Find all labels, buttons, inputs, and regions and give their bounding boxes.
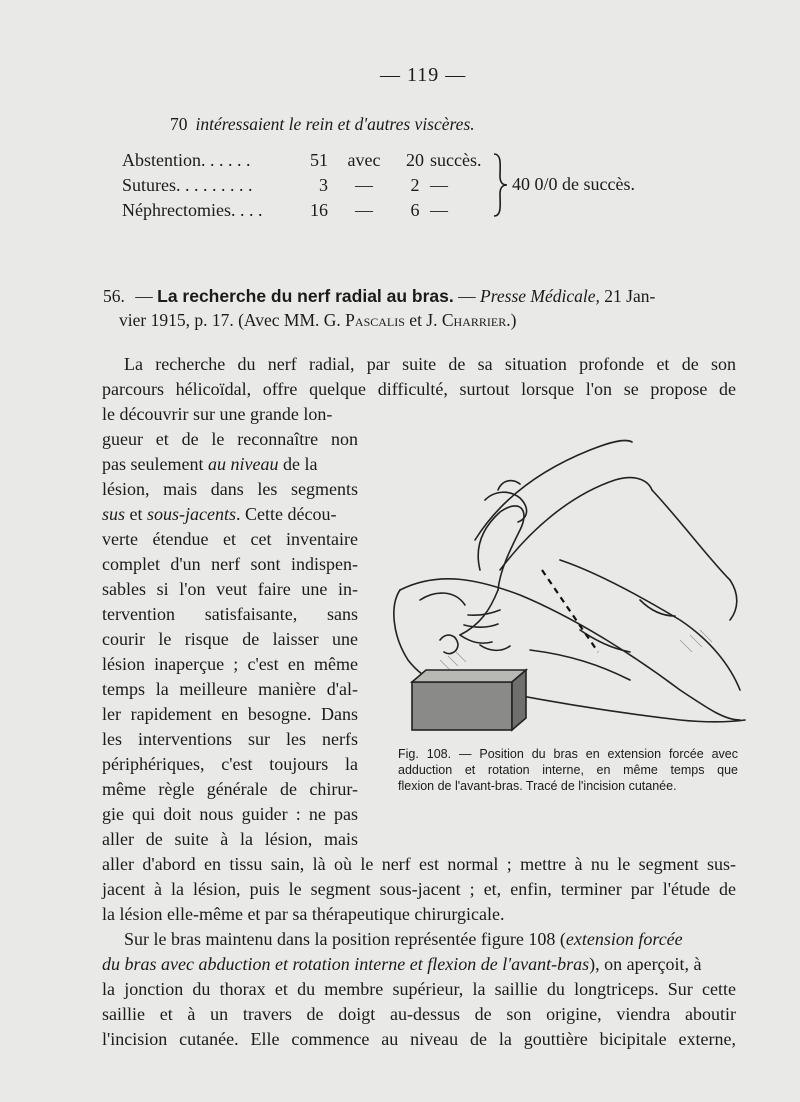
paragraph-line: aller d'abord en tissu sain, là où le nerf est normal ; mettre à nu le segment sus- <box>102 854 736 874</box>
row-count: 3 <box>319 175 328 195</box>
italic-segment: sus <box>102 504 126 524</box>
intro-text: intéressaient le rein et d'autres viscères. <box>195 114 475 134</box>
statistics-table <box>122 148 490 223</box>
paragraph-line: sables si l'on veut faire une in- <box>102 579 358 599</box>
row-tail: — <box>430 175 448 195</box>
paragraph-line: ler rapidement en besogne. Dans <box>102 704 358 724</box>
paragraph-line: aller de suite à la lésion, mais <box>102 829 358 849</box>
paragraph-line <box>124 927 736 952</box>
reference-end: .) <box>506 310 517 330</box>
row-success-count: 20 <box>406 150 424 170</box>
paragraph-line: parcours hélicoïdal, offre quelque difficulté, surtout lorsque l'on se propose de <box>102 379 736 399</box>
row-separator: avec <box>347 150 381 170</box>
paragraph-line: lésion, mais dans les segments <box>102 479 358 499</box>
text-segment: pas seulement <box>102 454 208 474</box>
paragraph-line: saillie et à un travers de doigt au-dessus de son origine, viendra aboutir <box>102 1004 736 1024</box>
table-row <box>122 198 490 223</box>
row-count: 16 <box>310 200 328 220</box>
brace-icon <box>490 152 510 218</box>
page-number: — 119 — <box>380 64 467 86</box>
text-segment: de la <box>278 454 318 474</box>
conjunction: et J. <box>409 310 438 330</box>
italic-segment: extension forcée <box>565 929 683 949</box>
paragraph-line: les interventions sur les nerfs <box>102 729 358 749</box>
table-row <box>122 173 490 198</box>
row-tail: — <box>430 200 448 220</box>
italic-segment: du bras avec abduction et rotation interne et flexion de l'avant-bras <box>102 954 590 974</box>
intro-number: 70 <box>170 114 188 134</box>
row-label: Sutures. . . . . . . . . <box>122 175 253 195</box>
text-segment: et <box>125 504 148 524</box>
paragraph-line: courir le risque de laisser une <box>102 629 358 649</box>
figure-caption <box>398 746 738 794</box>
paragraph-line: périphériques, c'est toujours la <box>102 754 358 774</box>
paragraph-line: La recherche du nerf radial, par suite de sa situation profonde et de son <box>124 354 736 374</box>
row-separator: — <box>355 175 373 195</box>
paragraph-line <box>102 952 736 977</box>
row-tail: succès. <box>430 150 482 170</box>
reference-heading <box>103 284 763 332</box>
paragraph-line: le découvrir sur une grande lon- <box>102 404 333 424</box>
dash: — <box>458 286 476 306</box>
caption-line: Fig. 108. — Position du bras en extension forcée avec <box>398 747 738 761</box>
text-segment: ), on aperçoit, à <box>589 954 702 974</box>
co-author-2: Charrier <box>441 310 507 330</box>
paragraph-line: l'incision cutanée. Elle commence au niveau de la gouttière bicipitale externe, <box>102 1029 736 1049</box>
table-row <box>122 148 490 173</box>
reference-number: 56. <box>103 286 125 306</box>
row-label: Néphrectomies. . . . <box>122 200 263 220</box>
row-count: 51 <box>310 150 328 170</box>
italic-segment: au niveau <box>207 454 279 474</box>
caption-line: flexion de l'avant-bras. Tracé de l'incision cutanée. <box>398 779 677 793</box>
row-success-count: 2 <box>410 175 420 195</box>
paragraph-line: verte étendue et cet inventaire <box>102 529 358 549</box>
journal-name: Presse Médicale, <box>480 286 600 306</box>
paragraph-line: lésion inaperçue ; c'est en même <box>102 654 358 674</box>
reference-title: La recherche du nerf radial au bras. <box>157 286 454 306</box>
paragraph-line: temps la meilleure manière d'al- <box>102 679 358 699</box>
paragraph-line: même règle générale de chirur- <box>102 779 358 799</box>
reference-date-2: vier 1915, p. 17. (Avec MM. G. <box>119 310 341 330</box>
paragraph-line <box>102 502 336 527</box>
paragraph-line: gie qui doit nous guider : ne pas <box>102 804 358 824</box>
paragraph-line: la lésion elle-même et par sa thérapeutique chirurgicale. <box>102 904 505 924</box>
intro-line <box>170 114 475 135</box>
paragraph-line: tervention satisfaisante, sans <box>102 604 358 624</box>
arm-position-illustration <box>380 420 760 750</box>
success-summary: 40 0/0 de succès. <box>512 174 635 194</box>
row-label: Abstention. . . . . . <box>122 150 251 170</box>
row-separator: — <box>355 200 373 220</box>
paragraph-line: gueur et de le reconnaître non <box>102 429 358 449</box>
text-segment: Sur le bras maintenu dans la position représentée figure 108 ( <box>124 929 566 949</box>
paragraph-line: jacent à la lésion, puis le segment sous-jacent ; et, enfin, terminer par l'étude de <box>102 879 736 899</box>
reference-date-1: 21 Jan- <box>604 286 656 306</box>
paragraph-line: complet d'un nerf sont indispen- <box>102 554 358 574</box>
text-segment: . Cette décou- <box>236 504 337 524</box>
row-success-count: 6 <box>410 200 420 220</box>
paragraph-line <box>102 452 358 477</box>
italic-segment: sous-jacents <box>147 504 237 524</box>
co-author-1: Pascalis <box>345 310 405 330</box>
paragraph-line: la jonction du thorax et du membre supérieur, la saillie du longtriceps. Sur cette <box>102 979 736 999</box>
caption-line: adduction et rotation interne, en même temps que <box>398 763 738 777</box>
dash: — <box>135 286 153 306</box>
